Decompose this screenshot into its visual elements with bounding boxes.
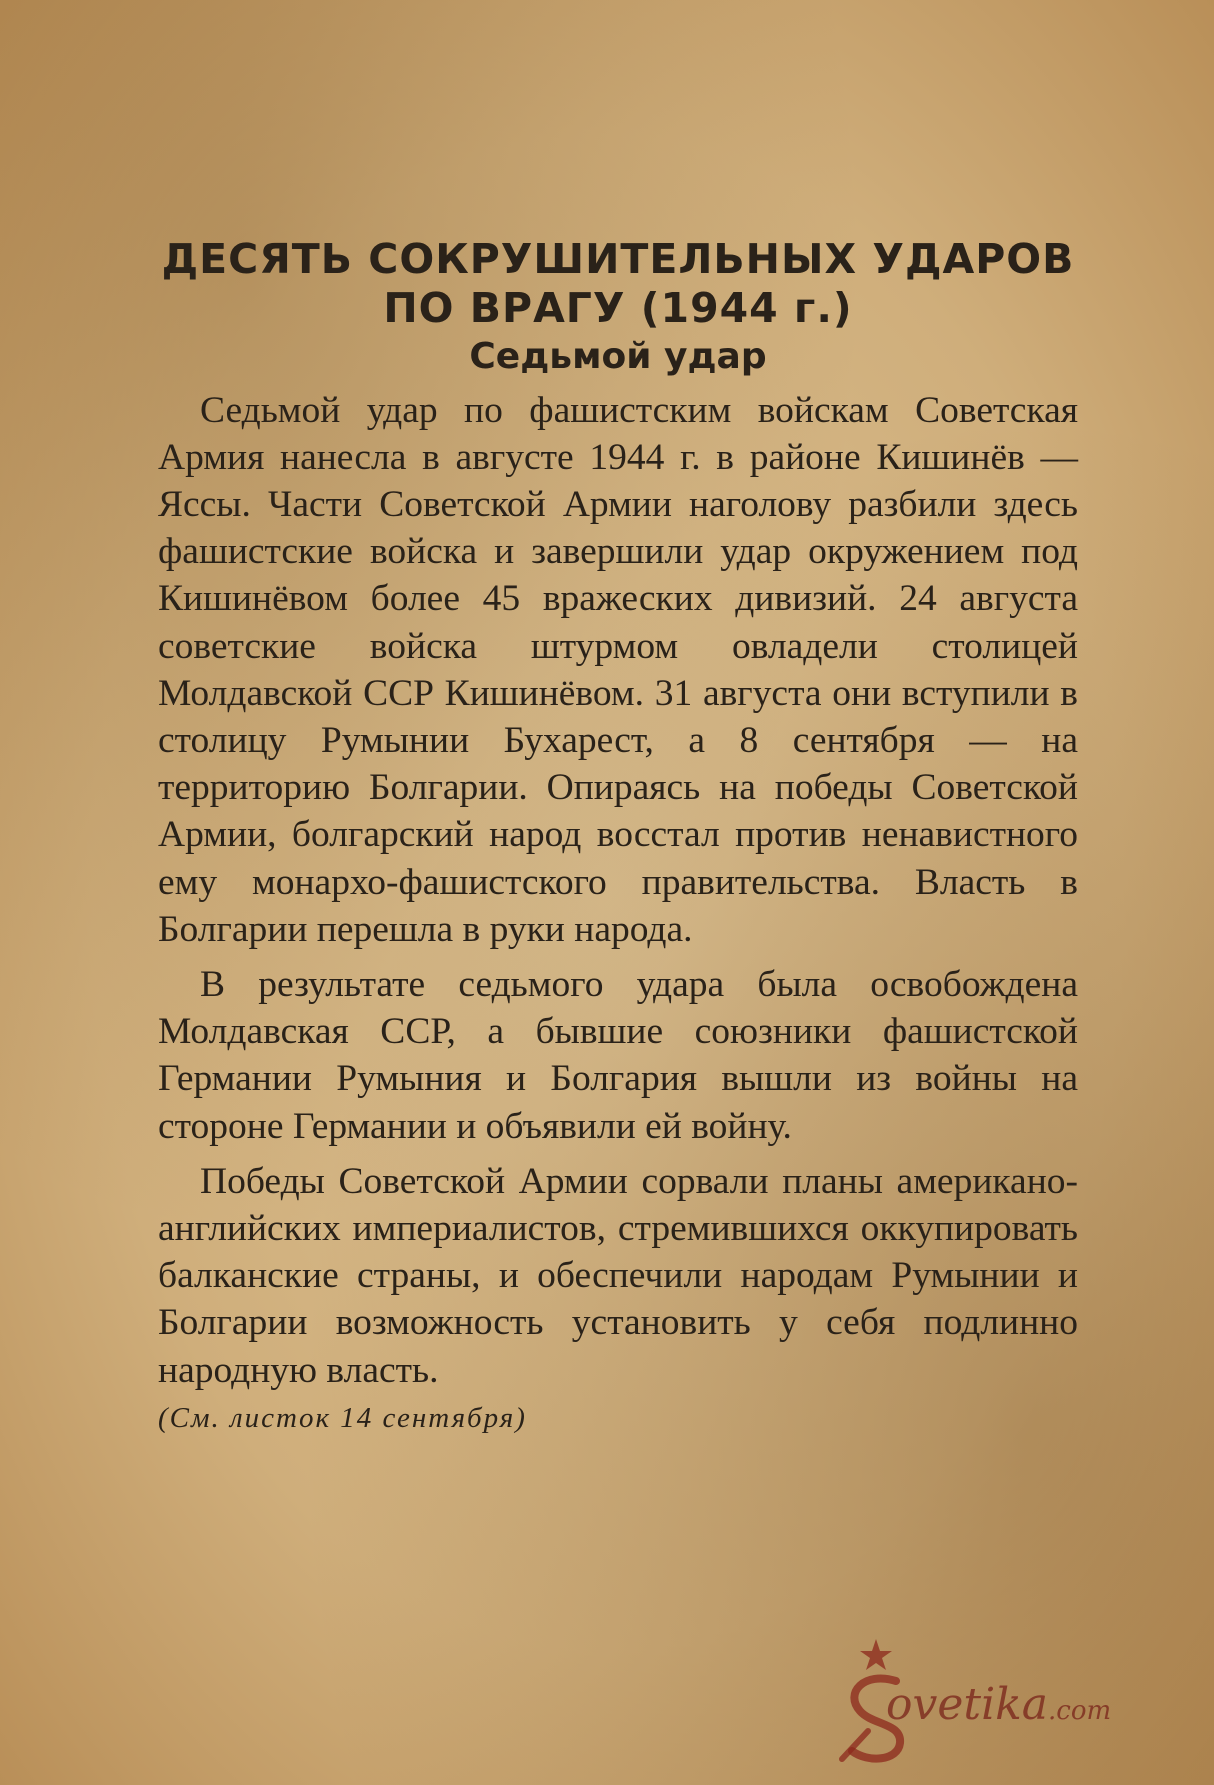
watermark-domain: .com <box>1048 1696 1112 1726</box>
paragraph-3: Победы Советской Армии сорвали планы американо-английских империалистов, стремившихся оккупировать балканские страны, и обеспечили народам Румынии и Болгарии возможность установить у себя подлинно народную власть. <box>158 1160 1078 1391</box>
watermark-brand: ovetika <box>886 1679 1049 1730</box>
paragraph-2: В результате седьмого удара была освобождена Молдавская ССР, а бывшие союзники фашистской Германии Румыния и Болгария вышли из войны на стороне Германии и объявили ей войну. <box>158 964 1078 1147</box>
watermark-text <box>886 1679 1111 1730</box>
article-subtitle: Седьмой удар <box>469 336 767 378</box>
article-title: ДЕСЯТЬ СОКРУШИТЕЛЬНЫХ УДАРОВ ПО ВРАГУ (1944 г.) <box>161 235 1075 333</box>
sovetika-watermark <box>824 1635 1184 1775</box>
article <box>158 235 1078 1435</box>
footnote: (См. листок 14 сентября) <box>158 1401 527 1434</box>
paragraph-1: Седьмой удар по фашистским войскам Советская Армия нанесла в августе 1944 г. в районе Кишинёв — Яссы. Части Советской Армии наголову разбили здесь фашистские войска и завершили удар окружением под Кишинёвом более 45 вражеских дивизий. 24 августа советские войска штурмом овладели столицей Молдавской ССР Кишинёвом. 31 августа они вступили в столицу Румынии Бухарест, а 8 сентября — на территорию Болгарии. Опираясь на победы Советской Армии, болгарский народ восстал против ненавистного ему монархо-фашистского правительства. Власть в Болгарии перешла в руки народа. <box>158 389 1078 950</box>
